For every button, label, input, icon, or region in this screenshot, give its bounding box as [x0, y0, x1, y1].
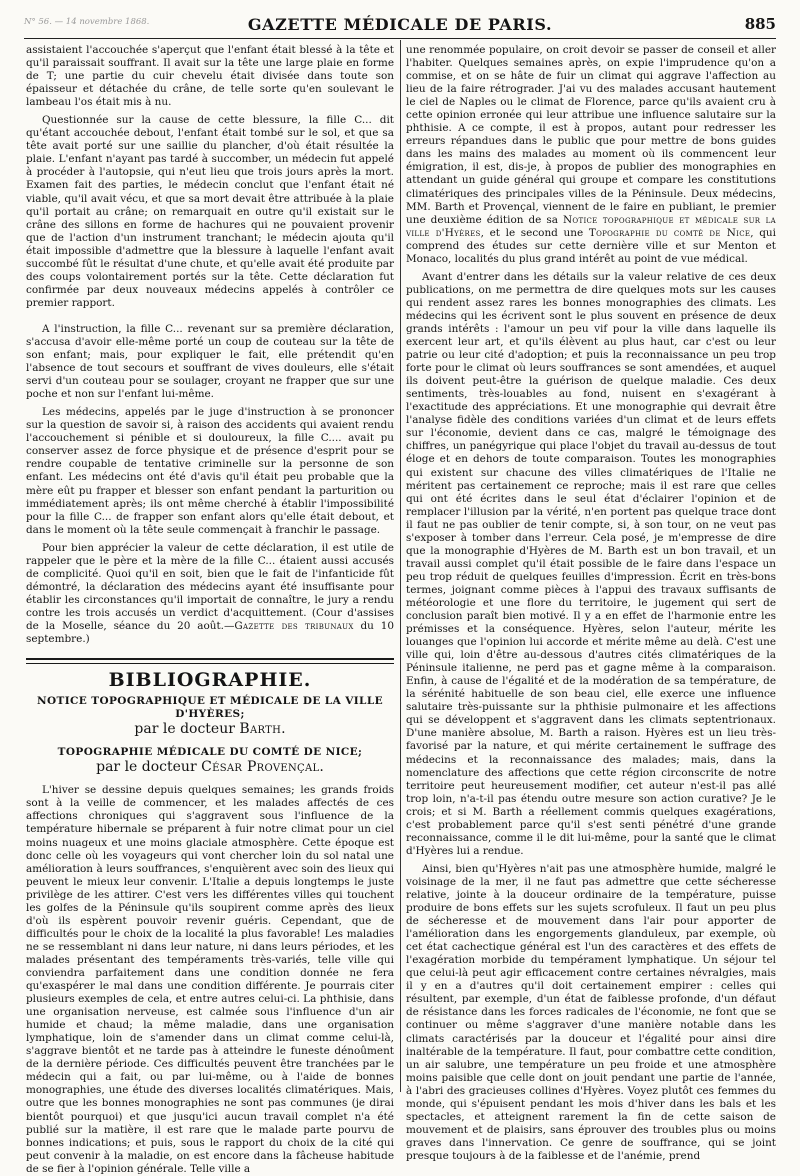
page-number: 885 [744, 15, 776, 33]
column-divider [400, 40, 401, 1092]
paragraph-text: une renommée populaire, on croit devoir se passer de conseil et aller l'habiter. Quelques semaines après, on expie l'imprudence qu'on a commise, et on se hâte de fuir un climat qui aggrave l'affection au lieu de la faire rétrograder. J'ai vu des malades accusant hautement le ciel de Naples ou le climat de Florence, parce qu'ils avaient cru à cette opinion erronée qui leur attribue une influence salutaire sur la phthisie. A ce compte, il est à propos, autant pour redresser les erreurs répandues dans le public que pour mettre de bons guides dans les mains des malades au moment où ils commencent leur émigration, il est, dis-je, à propos de publier des monographies en attendant un guide général qui groupe et compare les constitutions climatériques des principales villes de la Péninsule. Deux médecins, MM. Barth et Provençal, viennent de le faire en publiant, le premier une deuxième édition de sa [406, 44, 776, 226]
paragraph: Questionnée sur la cause de cette blessure, la fille C... dit qu'étant accouchée debout, l'enfant était tombé sur le sol, et que sa tête avait porté sur une saillie du plancher, d'où était résultée la plaie. L'enfant n'ayant pas tardé à succomber, un médecin fut appelé à procéder à l'autopsie, qui n'eut lieu que trois jours après la mort. Examen fait des parties, le médecin conclut que l'enfant était né viable, qu'il avait vécu, et que sa mort devait être attribuée à la plaie qu'il portait au crâne; on remarquait en outre qu'il existait sur le crâne des sillons en forme de hachures qui ne pouvaient provenir que de l'action d'un instrument tranchant; le médecin ajouta qu'il était impossible d'admettre que la blessure à laquelle l'enfant avait succombé fût le résultat d'une chute, et qu'elle avait été produite par des coups volontairement portés sur la tête. Cette déclaration fut confirmée par deux nouveaux médecins appelés à contrôler ce premier rapport. [26, 114, 395, 309]
paragraph [26, 542, 394, 646]
book-title: NOTICE TOPOGRAPHIQUE ET MÉDICALE DE LA VILLE D'HYÈRES; [36, 695, 384, 721]
paragraph: L'hiver se dessine depuis quelques semaines; les grands froids sont à la veille de commencer, et les malades affectés de ces affections chroniques qui s'aggravent sous l'influence de la température hibernale se préparent à fuir notre climat pour un ciel moins nuageux et une moins glaciale atmosphère. Cette époque est donc celle où les voyageurs qui vont chercher loin du sol natal une amélioration à leurs souffrances, s'enquièrent avec soin des lieux qui peuvent le mieux leur convenir. L'Italie a depuis longtemps le juste privilège de les attirer. C'est vers les différentes villes qui touchent les golfes de la Péninsule qu'ils soupirent comme après des lieux d'où ils espèrent pouvoir revenir guéris. Cependant, que de difficultés pour le choix de la localité la plus favorable! Les maladies ne se ressemblant ni dans leur nature, ni dans leurs périodes, et les malades présentant des tempéraments très-variés, telle ville qui conviendra parfaitement dans une condition donnée ne fera qu'exaspérer le mal dans une condition différente. Je pourrais citer plusieurs exemples de cela, et entre autres celui-ci. La phthisie, dans une organisation nerveuse, est calmée sous l'influence d'un air humide et chaud; la même maladie, dans une organisation lymphatique, loin de s'amender dans un climat comme celui-là, s'aggrave bientôt et ne tarde pas à atteindre le funeste dénoûment de la dernière période. Ces difficultés peuvent être tranchées par le médecin qui a fait, ou par lui-même, ou à l'aide de bonnes monographies, une étude des diverses localités climatériques. Mais, outre que les bonnes monographies ne sont pas communes (je dirai bientôt pourquoi) et que jusqu'ici aucun travail complet n'a été publié sur la matière, il est rare que le malade parte pourvu de bonnes indications; et puis, sous le rapport du choix de la cité qui peut convenir à la maladie, on est encore dans la fâcheuse habitude de se fier à l'opinion générale. Telle ville a [26, 784, 394, 1175]
paragraph-text: Pour bien apprécier la valeur de cette déclaration, il est utile de rappeler que le père et la mère de la fille C... étaient aussi accusés de complicité. Quoi qu'il en soit, bien que le fait de l'infanticide fût démontré, la déclaration des médecins ayant été insuffisante pour établir les circonstances qu'il importait de connaître, le jury a rendu contre les trois accusés un verdict d'acquittement. (Cour d'assises de la Moselle, séance du 20 août.— [26, 541, 394, 632]
author-suffix: . [281, 721, 286, 738]
book-title: TOPOGRAPHIE MÉDICALE DU COMTÉ DE NICE; [57, 746, 363, 759]
author-suffix: . [319, 759, 324, 776]
section-rule [26, 658, 394, 664]
author-name: Barth [239, 721, 282, 738]
cited-title: Topographie du comté de Nice [588, 226, 751, 239]
section-title: BIBLIOGRAPHIE. [108, 669, 312, 692]
book-author [26, 723, 394, 736]
issue-info: N° 56. — 14 novembre 1868. [24, 17, 150, 27]
paragraph: Avant d'entrer dans les détails sur la valeur relative de ces deux publications, on me permettra de dire quelques mots sur les causes qui rendent assez rares les bonnes monographies des climats. Les médecins qui les écrivent sont le plus souvent en présence de deux grands intérêts : l'amour un peu vif pour la ville dans laquelle ils exercent leur art, et qu'ils élèvent au plus haut, car c'est ou leur patrie ou leur cité d'adoption; et puis la reconnaissance un peu trop forte pour le climat où leurs souffrances se sont amendées, et auquel ils doivent peut-être la guérison de quelque maladie. Ces deux sentiments, très-louables au fond, nuisent en s'exagérant à l'exactitude des appréciations. Et une monographie qui devrait être l'analyse fidèle des conditions variées d'un climat et de leurs effets sur l'économie, devient dans ce cas, malgré le témoignage des chiffres, un panégyrique qui place l'objet du travail au-dessus de tout éloge et en dehors de toute comparaison. Toutes les monographies qui existent sur chacune des villes climatériques de l'Italie ne méritent pas certainement ce reproche; mais il est rare que celles qui ont été écrites dans le seul état d'éclairer l'opinion et de remplacer l'illusion par la vérité, n'en portent pas quelque trace dont il faut ne pas oublier de tenir compte, si, à son tour, on ne veut pas s'exposer à tomber dans l'erreur. Cela posé, je m'empresse de dire que la monographie d'Hyères de M. Barth est un bon travail, et un travail aussi complet qu'il était possible de le faire dans l'espace un peu trop réduit de quelques feuilles d'impression. Écrit en très-bons termes, joignant comme pièces à l'appui des travaux suffisants de météorologie et une flore du territoire, le jugement qui sert de conclusion paraît bien motivé. Il y a en effet de l'harmonie entre les prémisses et la conséquence. Hyères, selon l'auteur, mérite les louanges que l'opinion lui accorde et mérite même au delà. C'est une ville qui, loin d'être au-dessous d'autres cités climatériques de la Péninsule italienne, ne perd pas et gagne même à la comparaison. Enfin, à cause de l'égalité et de la modération de sa température, de la sérénité habituelle de son beau ciel, elle exerce une influence salutaire très-puissante sur la phthisie pulmonaire et les affections qui se développent et s'aggravent dans les climats septentrionaux. D'une manière absolue, M. Barth a raison. Hyères est un lieu très-favorisé par la nature, et qui mérite certainement le suffrage des médecins et la reconnaissance des malades; mais, dans la nomenclature des affections que cette région circonscrite de notre territoire peut heureusement modifier, cet auteur n'est-il pas allé trop loin, n'a-t-il pas étendu outre mesure son action curative? Je le crois; et si M. Barth a réellement commis quelques exagérations, c'est probablement parce qu'il s'est senti pénétré d'une grande reconnaissance, comme il le dit lui-même, pour la santé que le climat d'Hyères lui a rendue. [406, 270, 776, 857]
page-header [24, 8, 776, 39]
paragraph: A l'instruction, la fille C... revenant sur sa première déclaration, s'accusa d'avoir elle-même porté un coup de couteau sur la tête de son enfant; mais, pour expliquer le fait, elle prétendit qu'en l'absence de tout secours et souffrant de vives douleurs, elle s'était servi d'un couteau pour se soulager, croyant ne frapper que sur une poche et non sur l'enfant lui-même. [26, 322, 394, 401]
cited-title: Notice topographique et médicale sur la ville d'Hyères [406, 213, 776, 239]
paragraph [406, 44, 776, 266]
paragraph: assistaient l'accouchée s'aperçut que l'enfant était blessé à la tête et qu'il paraissait souffrant. Il avait sur la tête une large plaie en forme de T; une partie du cuir chevelu était divisée dans toute son épaisseur et détachée du crâne, de telle sorte qu'en soulevant le lambeau l'os était mis à nu. [26, 44, 394, 109]
book-author [26, 761, 394, 774]
author-prefix: par le docteur [96, 759, 202, 776]
paragraph: Les médecins, appelés par le juge d'instruction à se prononcer sur la question de savoir si, à raison des accidents qui avaient rendu l'accouchement si pénible et si douloureux, la fille C.... avait pu conserver assez de force physique et de présence d'esprit pour se rendre coupable de tentative criminelle sur la personne de son enfant. Les médecins ont été d'avis qu'il était peu probable que la mère eût pu frapper et blesser son enfant pendant la parturition ou immédiatement après; ils ont même cherché à établir l'impossibilité pour la fille C... de frapper son enfant alors qu'elle était debout, et dans le moment où la tête seule commençait à franchir le passage. [26, 406, 394, 536]
paragraph-text: , et le second une [480, 226, 589, 239]
author-prefix: par le docteur [134, 721, 240, 738]
paragraph-text: , qui comprend des études sur cette dernière ville et sur Menton et Monaco, localités du plus grand intérêt au point de vue médical. [406, 226, 776, 265]
paragraph: Ainsi, bien qu'Hyères n'ait pas une atmosphère humide, malgré le voisinage de la mer, il ne faut pas admettre que cette sécheresse relative, jointe à la douceur ordinaire de la température, puisse produire de bons effets sur les sujets scrofuleux. Il faut un peu plus de sécheresse et de mouvement dans l'air pour apporter de l'amélioration dans les engorgements glanduleux, par exemple, où cet état cachectique général est l'un des caractères et des effets de l'exagération morbide du tempérament lymphatique. Un séjour tel que celui-là peut agir efficacement contre certaines névralgies, mais il y en a d'autres qu'il doit certainement empirer : celles qui résultent, par exemple, d'un état de faiblesse profonde, d'un défaut de résistance dans les forces radicales de l'économie, ne font que se continuer ou même s'aggraver d'une manière notable dans les climats caractérisés par la douceur et l'égalité pour ainsi dire inaltérable de la température. Il faut, pour combattre cette condition, un air salubre, une température un peu froide et une atmosphère moins paisible que celle dont on jouit pendant une partie de l'année, à l'abri des gracieuses collines d'Hyères. Voyez plutôt ces femmes du monde, qui s'épuisent pendant les mois d'hiver dans les bals et les spectacles, et atteignent rarement la fin de cette saison de mouvement et de plaisirs, sans éprouver des troubles plus ou moins graves dans l'innervation. Ce genre de souffrance, qui se joint presque toujours à de la faiblesse et de l'anémie, prend [406, 862, 776, 1162]
author-name: César Provençal [201, 759, 320, 776]
right-column [406, 44, 776, 1162]
left-column [26, 44, 395, 1175]
journal-title: GAZETTE MÉDICALE DE PARIS. [247, 15, 553, 34]
paragraph-text: du 10 septembre.) [26, 619, 394, 646]
source-name: Gazette des tribunaux [234, 619, 354, 632]
